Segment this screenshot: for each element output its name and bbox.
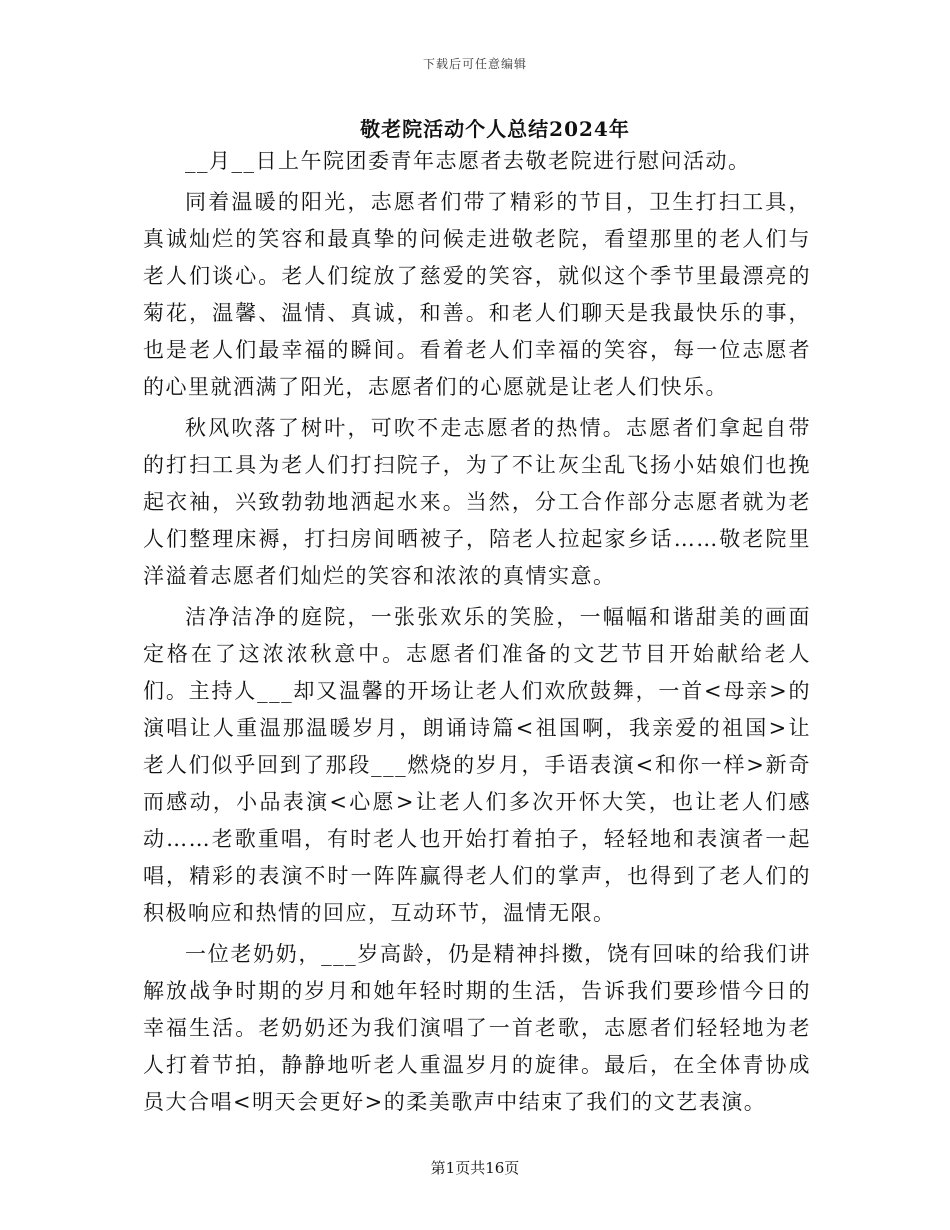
document-title: 敬老院活动个人总结2024年 — [360, 117, 630, 141]
page-footer: 第1页共16页 — [430, 1159, 520, 1177]
header-note: 下载后可任意编辑 — [422, 57, 527, 71]
paragraph-4: 洁净洁净的庭院，一张张欢乐的笑脸，一幅幅和谐甜美的画面定格在了这浓浓秋意中。志愿者们准备的文艺节目开始献给老人们。主持人___却又温馨的开场让老人们欢欣鼓舞，一首<母亲>的演唱让人重温那温暖岁月，朗诵诗篇<祖国啊，我亲爱的祖国>让老人们似乎回到了那段___燃烧的岁月，手语表演<和你一样>新奇而感动，小品表演<心愿>让老人们多次开怀大笑，也让老人们感动……老歌重唱，有时老人也开始打着拍子，轻轻地和表演者一起唱，精彩的表演不时一阵阵赢得老人们的掌声，也得到了老人们的积极响应和热情的回应，互动环节，温情无限。 — [143, 605, 811, 925]
document-body — [143, 143, 811, 1125]
paragraph-3: 秋风吹落了树叶，可吹不走志愿者的热情。志愿者们拿起自带的打扫工具为老人们打扫院子，为了不让灰尘乱飞扬小姑娘们也挽起衣袖，兴致勃勃地洒起水来。当然，分工合作部分志愿者就为老人们整理床褥，打扫房间晒被子，陪老人拉起家乡话……敬老院里洋溢着志愿者们灿烂的笑容和浓浓的真情实意。 — [143, 416, 811, 588]
paragraph-2: 同着温暖的阳光，志愿者们带了精彩的节目，卫生打扫工具，真诚灿烂的笑容和最真挚的问候走进敬老院，看望那里的老人们与老人们谈心。老人们绽放了慈爱的笑容，就似这个季节里最漂亮的菊花，温馨、温情、真诚，和善。和老人们聊天是我最快乐的事，也是老人们最幸福的瞬间。看着老人们幸福的笑容，每一位志愿者的心里就洒满了阳光，志愿者们的心愿就是让老人们快乐。 — [143, 190, 811, 399]
paragraph-1: __月__日上午院团委青年志愿者去敬老院进行慰问活动。 — [185, 149, 751, 173]
paragraph-5: 一位老奶奶，___岁高龄，仍是精神抖擞，饶有回味的给我们讲解放战争时期的岁月和她年轻时期的生活，告诉我们要珍惜今日的幸福生活。老奶奶还为我们演唱了一首老歌，志愿者们轻轻地为老人打着节拍，静静地听老人重温岁月的旋律。最后，在全体青协成员大合唱<明天会更好>的柔美歌声中结束了我们的文艺表演。 — [143, 942, 811, 1114]
